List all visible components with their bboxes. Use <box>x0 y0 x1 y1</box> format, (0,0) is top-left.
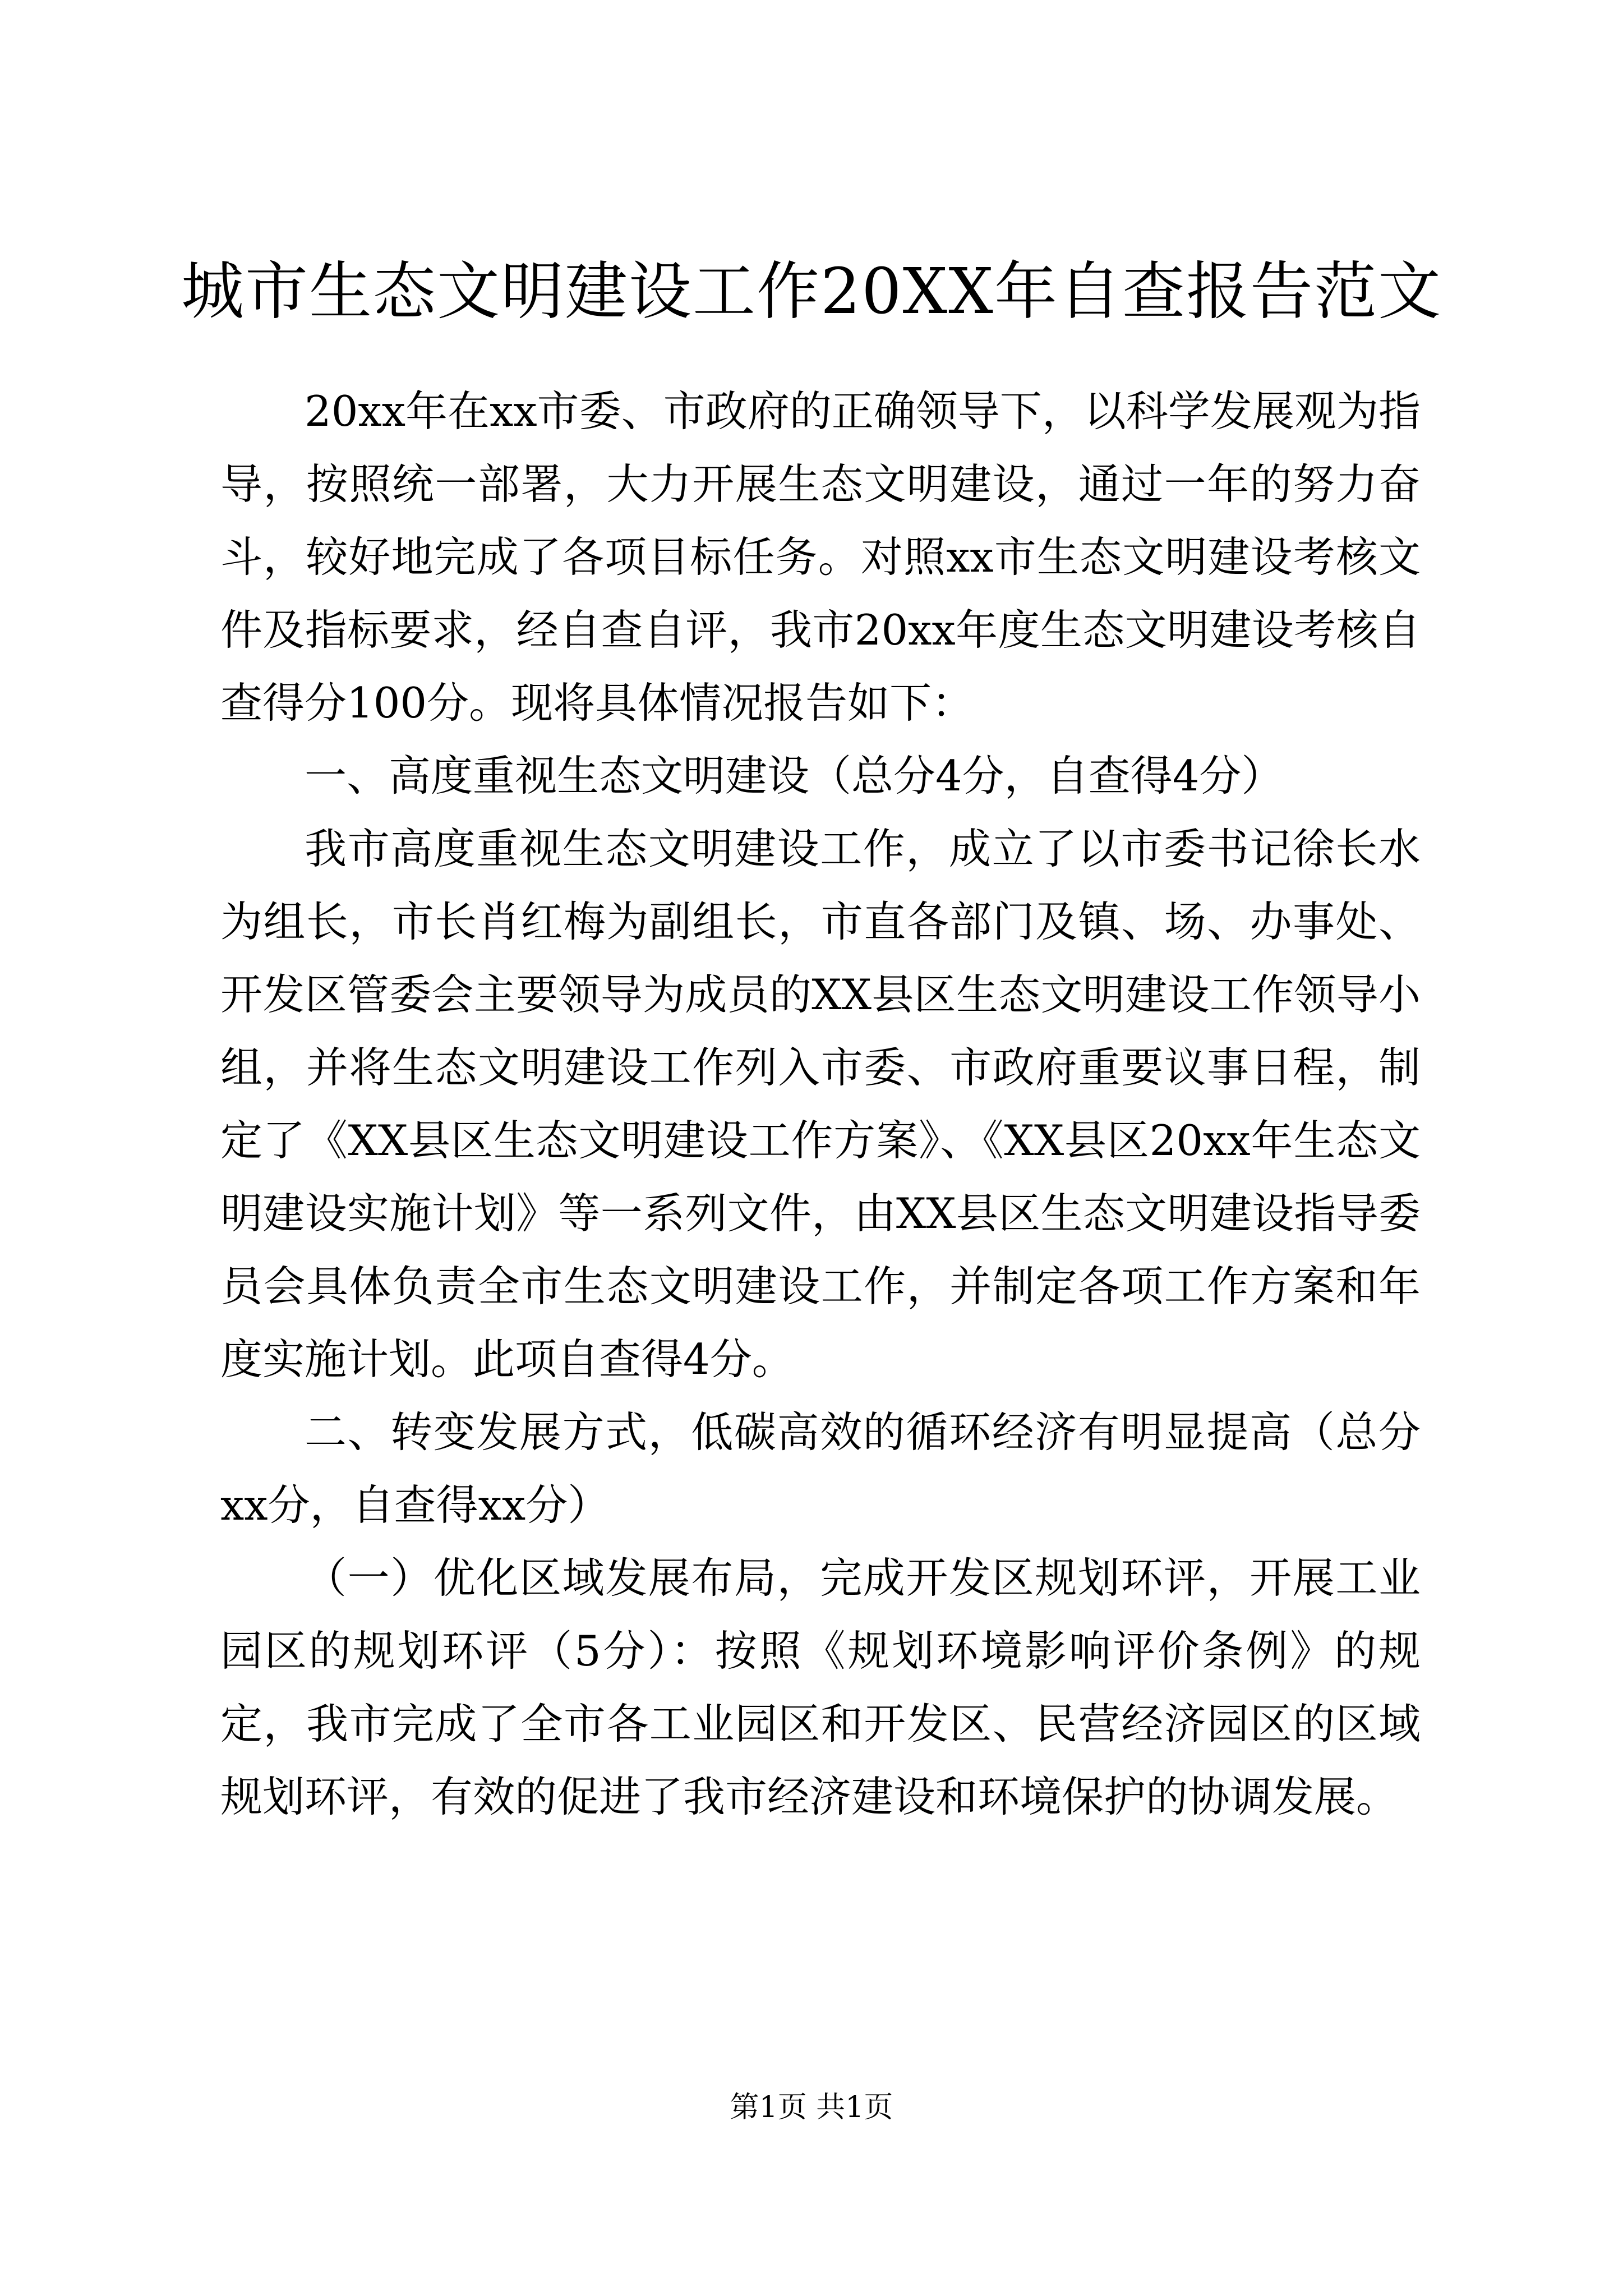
section-heading-2: 二、转变发展方式，低碳高效的循环经济有明显提高（总分xx分，自查得xx分） <box>220 1407 1421 1530</box>
document-title: 城市生态文明建设工作20XX年自查报告范文 <box>181 255 1442 328</box>
paragraph-section-1: 我市高度重视生态文明建设工作，成立了以市委书记徐长水为组长，市长肖红梅为副组长，市直各部门及镇、场、办事处、开发区管委会主要领导为成员的XX县区生态文明建设工作领导小组，并将生态文明建设工作列入市委、市政府重要议事日程，制定了《XX县区生态文明建设工作方案》、《XX县区20xx年生态文明建设实施计划》等一系列文件，由XX县区生态文明建设指导委员会具体负责全市生态文明建设工作，并制定各项工作方案和年度实施计划。此项自查得4分。 <box>220 824 1421 1384</box>
paragraph-subsection-1: （一）优化区域发展布局，完成开发区规划环评，开展工业园区的规划环评（5分）：按照《规划环境影响评价条例》的规定，我市完成了全市各工业园区和开发区、民营经济园区的区域规划环评，有效的促进了我市经济建设和环境保护的协调发展。 <box>220 1553 1421 1821</box>
section-heading-1: 一、高度重视生态文明建设（总分4分，自查得4分） <box>305 751 1284 800</box>
page-footer: 第1页 共1页 <box>730 2091 893 2124</box>
document-body <box>220 375 1421 1833</box>
paragraph-intro: 20xx年在xx市委、市政府的正确领导下，以科学发展观为指导，按照统一部署，大力开展生态文明建设，通过一年的努力奋斗，较好地完成了各项目标任务。对照xx市生态文明建设考核文件及指标要求，经自查自评，我市20xx年度生态文明建设考核自查得分100分。现将具体情况报告如下： <box>220 386 1421 728</box>
